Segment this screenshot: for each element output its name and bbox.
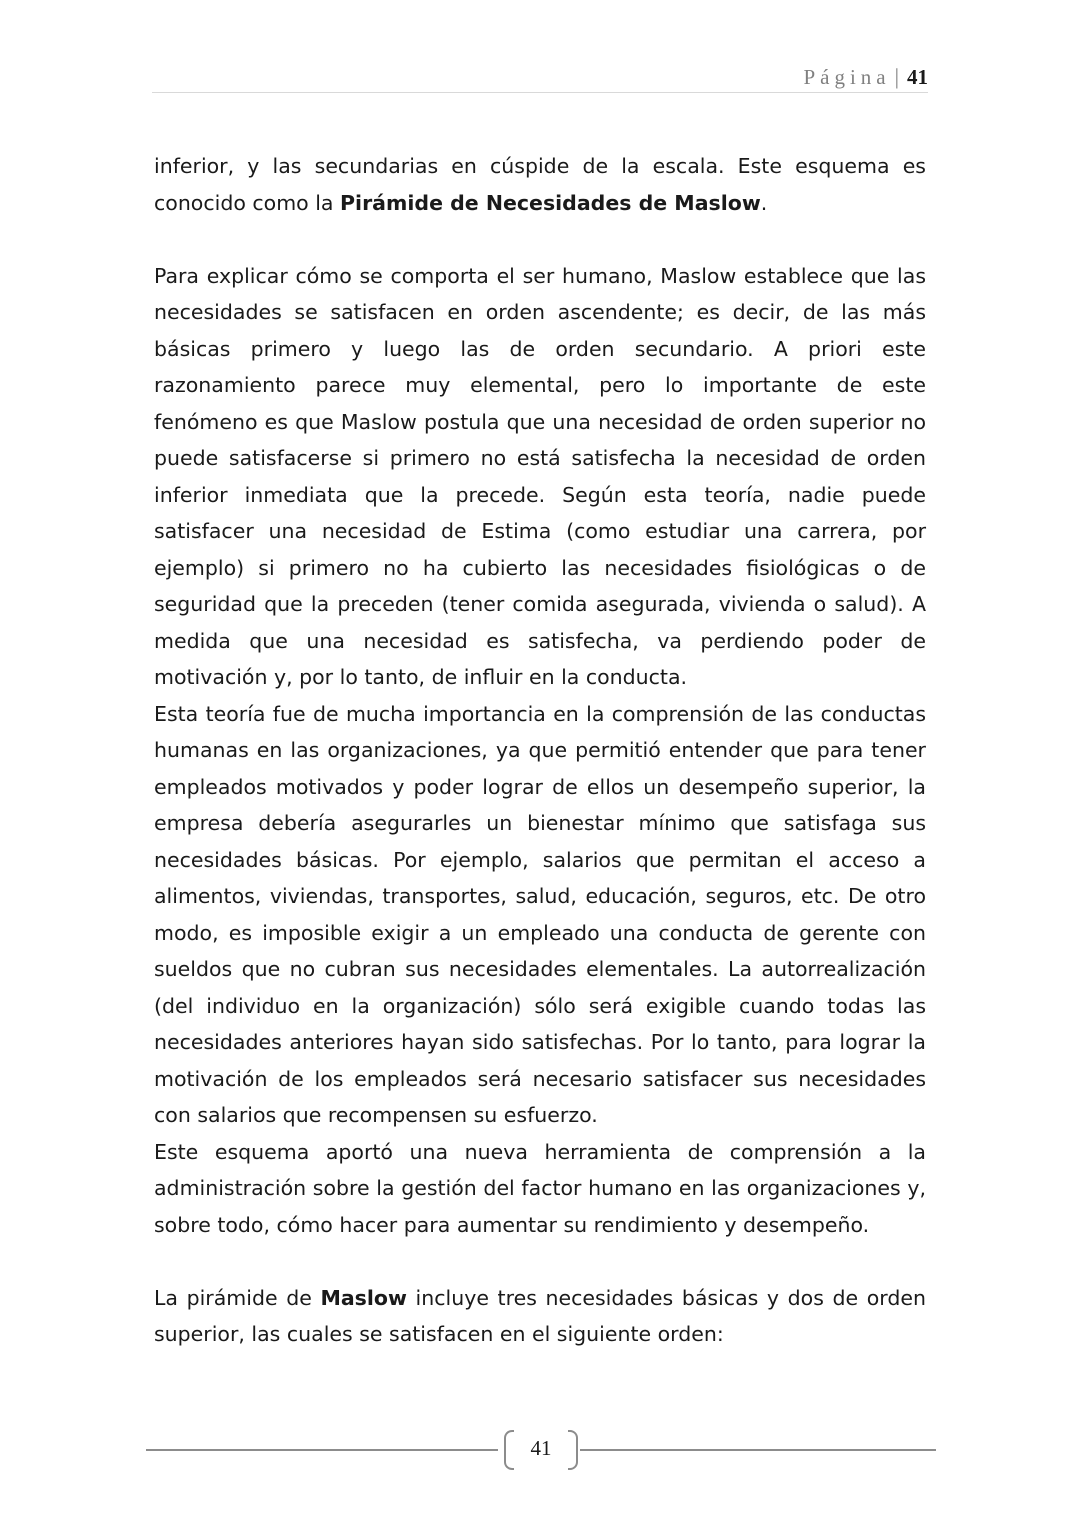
paragraph-5-end: incluye tres necesidades básicas y dos de orden superior, las cuales se satisfacen en el siguiente orden: [154,1285,926,1346]
page-footer [146,1428,936,1472]
footer-rule-right [580,1449,936,1451]
header-page-label: Página [803,65,891,89]
paragraph-5 [154,1280,926,1353]
paragraph-5-text: La pirámide de [154,1285,321,1310]
paragraph-1 [154,148,926,221]
footer-rule-left [146,1449,498,1451]
paragraph-1-text: inferior, y las secundarias en cúspide de la escala. Este esquema es conocido como la [154,154,926,215]
paragraph-1-end: . [760,190,768,215]
header-separator: | [894,64,899,89]
document-body [154,148,926,1353]
paragraph-3: Esta teoría fue de mucha importancia en la comprensión de las conductas humanas en las organizaciones, ya que permitió entender que para tener empleados motivados y poder lograr de ellos un desempeño superior, la empresa debería asegurarles un bienestar mínimo que satisfaga sus necesidades básicas. Por ejemplo, salarios que permitan el acceso a alimentos, viviendas, transportes, salud, educación, seguros, etc. De otro modo, es imposible exigir a un empleado una conducta de gerente con sueldos que no cubran sus necesidades elementales. La autorrealización (del individuo en la organización) sólo será exigible cuando todas las necesidades anteriores hayan sido satisfechas. Por lo tanto, para lograr la motivación de los empleados será necesario satisfacer sus necesidades con salarios que recompensen su esfuerzo. [154,701,926,1127]
paragraph-4: Este esquema aportó una nueva herramienta de comprensión a la administración sobre la gestión del factor humano en las organizaciones y, sobre todo, cómo hacer para aumentar su rendimiento y desempeño. [154,1139,926,1237]
paragraph-2: Para explicar cómo se comporta el ser humano, Maslow establece que las necesidades se satisfacen en orden ascendente; es decir, de las más básicas primero y luego las de orden secundario. A priori este razonamiento parece muy elemental, pero lo importante de este fenómeno es que Maslow postula que una necesidad de orden superior no puede satisfacerse si primero no está satisfecha la necesidad de orden inferior inmediata que la precede. Según esta teoría, nadie puede satisfacer una necesidad de Estima (como estudiar una carrera, por ejemplo) si primero no ha cubierto las necesidades fisiológicas o de seguridad que la preceden (tener comida asegurada, vivienda o salud). A medida que una necesidad es satisfecha, va perdiendo poder de motivación y, por lo tanto, de influir en la conducta. [154,263,926,689]
page-header [152,64,928,93]
header-page-number: 41 [907,65,928,89]
footer-brace-open [504,1430,514,1470]
footer-page-number: 41 [530,1436,552,1460]
paragraph-1-bold: Pirámide de Necesidades de Maslow [340,190,761,215]
footer-brace-close [568,1430,578,1470]
paragraph-5-bold: Maslow [320,1285,407,1310]
